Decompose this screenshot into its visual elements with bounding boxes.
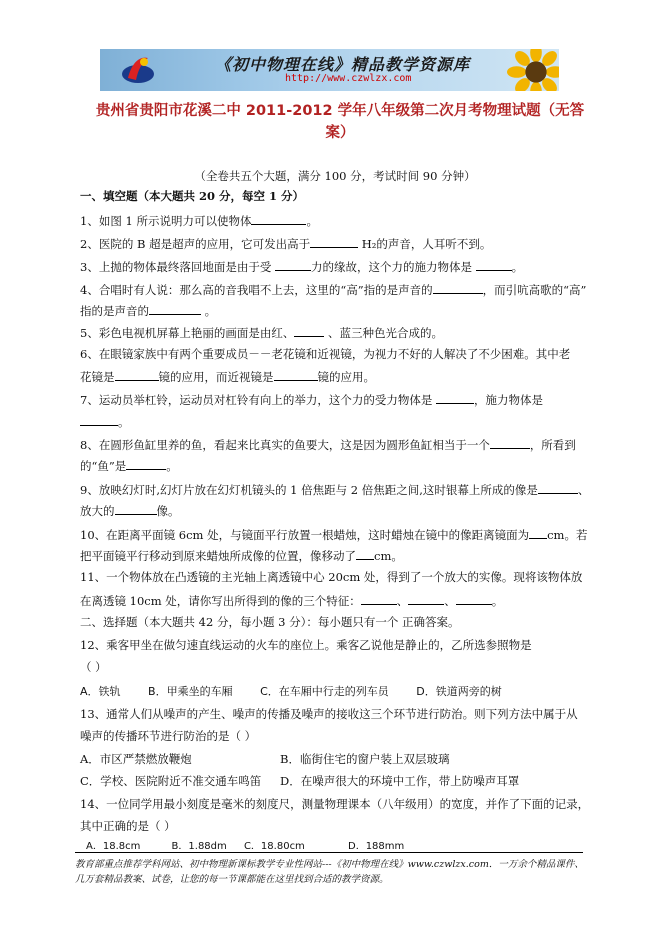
option-d[interactable]: D．在噪声很大的环境中工作，带上防噪声耳罩 bbox=[280, 774, 520, 788]
answer-blank[interactable] bbox=[456, 592, 492, 605]
option-c[interactable]: C．18.80cm bbox=[243, 841, 305, 852]
question-13: 13、通常人们从噪声的产生、噪声的传播及噪声的接收这三个环节进行防治。则下列方法中属于从 bbox=[80, 707, 578, 721]
answer-blank[interactable] bbox=[251, 212, 306, 225]
answer-blank[interactable] bbox=[408, 592, 444, 605]
answer-blank[interactable] bbox=[115, 502, 157, 515]
answer-blank[interactable] bbox=[433, 281, 483, 294]
question-4: 4、合唱时有人说：那么高的音我唱不上去，这里的“高”指的是声音的 ，而引吭高歌的“高” bbox=[80, 283, 587, 297]
question-12: 12、乘客甲坐在做匀速直线运动的火车的座位上。乘客乙说他是静止的，乙所选参照物是 bbox=[80, 638, 532, 652]
question-14: 14、一位同学用最小刻度是毫米的刻度尺，测量物理课本（八年级用）的宽度，并作了下面的记录， bbox=[80, 797, 590, 811]
question-14-cont: 其中正确的是（ ） bbox=[80, 819, 176, 833]
answer-blank[interactable] bbox=[490, 436, 530, 449]
question-7-cont: 。 bbox=[80, 413, 130, 430]
answer-blank[interactable] bbox=[529, 526, 547, 539]
answer-blank[interactable] bbox=[294, 324, 324, 337]
answer-blank[interactable] bbox=[80, 413, 118, 426]
question-5: 5、彩色电视机屏幕上艳丽的画面是由红、 、蓝三种色光合成的。 bbox=[80, 326, 443, 340]
question-7: 7、运动员举杠铃，运动员对杠铃有向上的举力，这个力的受力物体是 ，施力物体是 bbox=[80, 393, 543, 407]
answer-blank[interactable] bbox=[310, 235, 358, 248]
answer-blank[interactable] bbox=[361, 592, 397, 605]
option-b[interactable]: B．1.88dm bbox=[171, 841, 227, 852]
question-3: 3、上抛的物体最终落回地面是由于受 力的缘故，这个力的施力物体是 。 bbox=[80, 260, 524, 274]
question-4-cont: 指的是声音的 。 bbox=[80, 304, 217, 318]
site-banner[interactable] bbox=[100, 49, 559, 91]
option-c[interactable]: C．学校、医院附近不准交通车鸣笛 bbox=[80, 774, 262, 788]
answer-blank[interactable] bbox=[436, 391, 474, 404]
site-logo-icon bbox=[118, 52, 158, 88]
question-10: 10、在距离平面镜 6cm 处，与镜面平行放置一根蜡烛，这时蜡烛在镜中的像距离镜面为 cm。若 bbox=[80, 528, 588, 542]
option-b[interactable]: B．甲乘坐的车厢 bbox=[148, 685, 233, 698]
answer-blank[interactable] bbox=[115, 368, 159, 381]
question-8: 8、在圆形鱼缸里养的鱼，看起来比真实的鱼要大，这是因为圆形鱼缸相当于一个 ，所看到 bbox=[80, 438, 576, 452]
question-13-options-cd bbox=[80, 774, 520, 789]
question-12-options bbox=[80, 684, 502, 699]
option-d[interactable]: D．铁道两旁的树 bbox=[416, 685, 502, 698]
question-8-cont: 的“鱼”是 。 bbox=[80, 459, 178, 473]
question-6: 6、在眼镜家族中有两个重要成员－－老花镜和近视镜，为视力不好的人解决了不少困难。其中老 bbox=[80, 347, 571, 361]
document-title bbox=[60, 100, 620, 144]
question-13-cont: 噪声的传播环节进行防治的是（ ） bbox=[80, 729, 257, 743]
option-c[interactable]: C．在车厢中行走的列车员 bbox=[260, 685, 389, 698]
question-9-cont: 放大的 像。 bbox=[80, 504, 180, 518]
answer-blank[interactable] bbox=[356, 547, 374, 560]
question-13-options-ab bbox=[80, 752, 450, 767]
question-1: 1、如图 1 所示说明力可以使物体 。 bbox=[80, 214, 318, 228]
banner-url[interactable]: http://www.czwlzx.com bbox=[285, 73, 412, 84]
answer-blank[interactable] bbox=[274, 368, 318, 381]
question-12-cont: （ ） bbox=[80, 660, 107, 674]
document-title-line2: 案） bbox=[325, 125, 355, 141]
footer-line2: 几万套精品教案、试卷，让您的每一节课都能在这里找到合适的教学资源。 bbox=[75, 874, 389, 885]
section1-heading: 一、填空题（本大题共 20 分，每空 1 分） bbox=[80, 189, 305, 203]
question-9: 9、放映幻灯时,幻灯片放在幻灯机镜头的 1 倍焦距与 2 倍焦距之间,这时银幕上所成的像是 、 bbox=[80, 483, 590, 497]
section2-heading: 二、选择题（本大题共 42 分，每小题 3 分）：每小题只有一个 正确答案。 bbox=[80, 615, 460, 629]
question-11: 11、一个物体放在凸透镜的主光轴上离透镜中心 20cm 处，得到了一个放大的实像。现将该物体放 bbox=[80, 570, 583, 584]
option-a[interactable]: A．市区严禁燃放鞭炮 bbox=[80, 752, 192, 766]
answer-blank[interactable] bbox=[538, 481, 578, 494]
question-11-cont: 在离透镜 10cm 处，请你写出所得到的像的三个特征： 、 、 。 bbox=[80, 594, 504, 608]
banner-title: 《初中物理在线》精品教学资源库 bbox=[215, 55, 471, 74]
exam-info: （全卷共五个大题，满分 100 分，考试时间 90 分钟） bbox=[194, 169, 476, 183]
footer-divider bbox=[75, 852, 583, 853]
option-a[interactable]: A．铁轨 bbox=[80, 685, 121, 698]
answer-blank[interactable] bbox=[149, 302, 201, 315]
question-10-cont: 把平面镜平行移动到原来蜡烛所成像的位置，像移动了 cm。 bbox=[80, 549, 403, 563]
option-b[interactable]: B．临街住宅的窗户装上双层玻璃 bbox=[280, 752, 450, 766]
option-d[interactable]: D．188mm bbox=[348, 841, 405, 852]
question-6-cont: 花镜是 镜的应用，而近视镜是 镜的应用。 bbox=[80, 370, 375, 384]
answer-blank[interactable] bbox=[275, 258, 311, 271]
answer-blank[interactable] bbox=[476, 258, 512, 271]
option-a[interactable]: A．18.8cm bbox=[86, 841, 141, 852]
sunflower-icon bbox=[507, 49, 559, 91]
document-title-line1: 贵州省贵阳市花溪二中 2011-2012 学年八年级第二次月考物理试题（无答 bbox=[95, 103, 585, 119]
question-2: 2、医院的 B 超是超声的应用，它可发出高于 H₂的声音，人耳听不到。 bbox=[80, 237, 492, 251]
answer-blank[interactable] bbox=[126, 457, 166, 470]
footer-line1: 教育部重点推荐学科网站、初中物理新课标教学专业性网站---《初中物理在线》www.czwlzx.com．一万余个精品课件、 bbox=[75, 859, 584, 870]
